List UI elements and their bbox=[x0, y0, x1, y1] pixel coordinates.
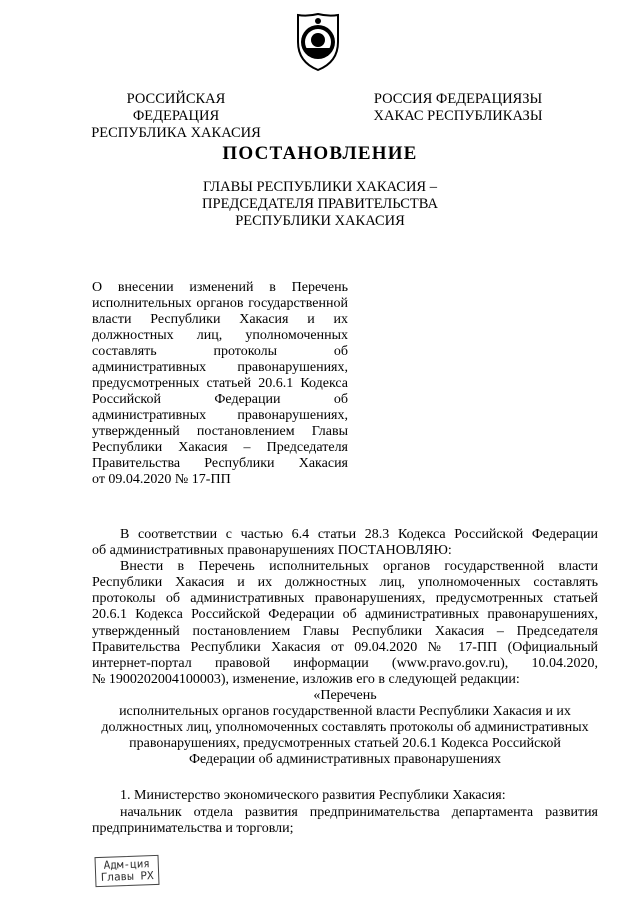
body-line: № 1900202004100003), изменение, изложив его в следующей редакции: bbox=[92, 671, 520, 687]
about-line: утвержденный постановлением Главы bbox=[92, 424, 348, 439]
subtitle-line: РЕСПУБЛИКИ ХАКАСИЯ bbox=[235, 213, 405, 229]
header-right-line: ХАКАС РЕСПУБЛИКАЗЫ bbox=[373, 108, 543, 124]
about-line: предусмотренных статьей 20.6.1 Кодекса bbox=[92, 376, 348, 391]
list-title-line: правонарушениях, предусмотренных статьей 20.6.1 Кодекса Российской bbox=[129, 736, 561, 752]
body-line: В соответствии с частью 6.4 статьи 28.3 Кодекса Российской Федерации bbox=[120, 527, 598, 542]
item-detail-line: предпринимательства и торговли; bbox=[92, 820, 294, 836]
list-title-line: исполнительных органов государственной власти Республики Хакасия и их bbox=[119, 704, 571, 720]
about-line: власти Республики Хакасия и их bbox=[92, 312, 348, 327]
header-left bbox=[86, 91, 266, 142]
about-line: Российской Федерации об bbox=[92, 392, 348, 407]
list-title-line: Федерации об административных правонарушениях bbox=[188, 752, 502, 768]
body-line: утвержденный постановлением Главы Республики Хакасия – Председателя bbox=[92, 623, 598, 639]
body-line: интернет-портал правовой информации (www.pravo.gov.ru), 10.04.2020, bbox=[92, 655, 598, 671]
item-heading: 1. Министерство экономического развития Республики Хакасия: bbox=[120, 788, 506, 804]
header-right bbox=[372, 91, 544, 125]
document-title: ПОСТАНОВЛЕНИЕ bbox=[222, 143, 418, 164]
subtitle-line: ПРЕДСЕДАТЕЛЯ ПРАВИТЕЛЬСТВА bbox=[202, 196, 438, 212]
document-body bbox=[92, 527, 598, 837]
about-line: административных правонарушениях, bbox=[92, 360, 348, 375]
about-line: административных правонарушениях, bbox=[92, 408, 348, 423]
stamp-line: Адм-ция bbox=[103, 857, 151, 872]
document-subtitle bbox=[0, 179, 640, 230]
body-line: 20.6.1 Кодекса Российской Федерации об административных правонарушениях, bbox=[92, 607, 598, 623]
header-left-line: РЕСПУБЛИКА ХАКАСИЯ bbox=[91, 125, 261, 141]
about-block bbox=[92, 280, 348, 488]
about-line: составлять протоколы об bbox=[92, 344, 348, 359]
about-line: должностных лиц, уполномоченных bbox=[92, 328, 348, 343]
body-line: протоколы об административных правонарушениях, предусмотренных статьей bbox=[92, 591, 598, 607]
about-line: О внесении изменений в Перечень bbox=[92, 280, 348, 295]
coat-of-arms-icon bbox=[290, 12, 346, 72]
item-detail-line: начальник отдела развития предпринимательства департамента развития bbox=[120, 804, 598, 820]
body-line: об административных правонарушениях ПОСТАНОВЛЯЮ: bbox=[92, 543, 452, 559]
about-line: Правительства Республики Хакасия bbox=[92, 456, 348, 471]
list-title-line: «Перечень bbox=[313, 687, 377, 703]
body-line: Республики Хакасия и их должностных лиц, уполномоченных составлять bbox=[92, 575, 598, 591]
about-line: от 09.04.2020 № 17-ПП bbox=[92, 472, 231, 487]
about-line: исполнительных органов государственной bbox=[92, 296, 348, 311]
list-title-line: должностных лиц, уполномоченных составлять протоколы об административных bbox=[101, 720, 589, 736]
stamp-line: Главы РХ bbox=[100, 869, 154, 884]
header-left-line: РОССИЙСКАЯ ФЕДЕРАЦИЯ bbox=[126, 91, 226, 124]
header-right-line: РОССИЯ ФЕДЕРАЦИЯЗЫ bbox=[373, 91, 543, 107]
body-line: Правительства Республики Хакасия от 09.04.2020 № 17-ПП (Официальный bbox=[92, 639, 598, 655]
registration-stamp bbox=[94, 855, 159, 887]
body-line: Внести в Перечень исполнительных органов государственной власти bbox=[120, 559, 598, 575]
subtitle-line: ГЛАВЫ РЕСПУБЛИКИ ХАКАСИЯ – bbox=[203, 179, 437, 195]
about-line: Республики Хакасия – Председателя bbox=[92, 440, 348, 455]
